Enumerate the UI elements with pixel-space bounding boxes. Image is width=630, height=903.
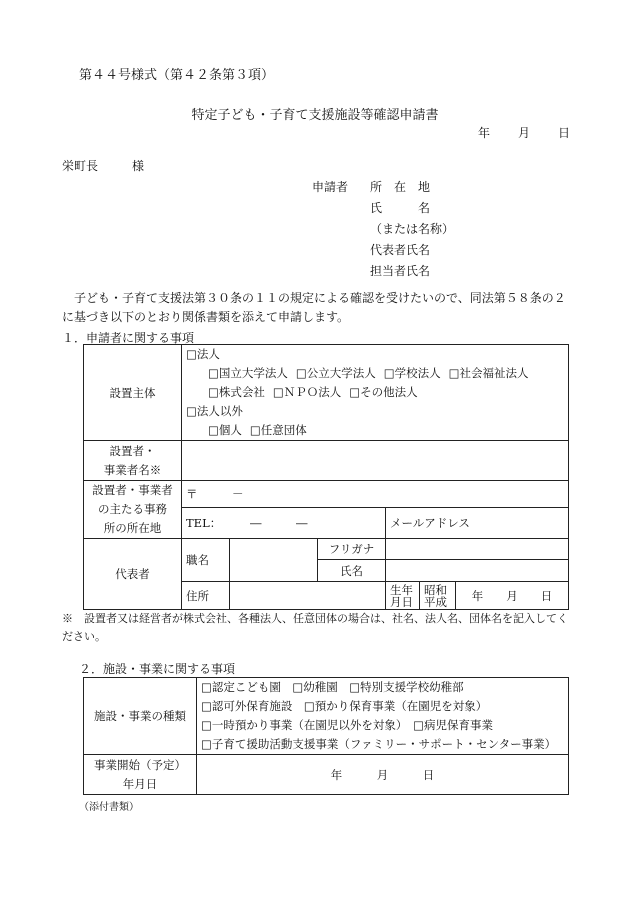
birth-date-field[interactable]: 年 月 日 [456, 582, 569, 610]
corp-type-npo[interactable]: □ＮＰＯ法人 [272, 385, 342, 399]
addressee-name: 栄町長 [62, 159, 99, 173]
section2-heading: ２．施設・事業に関する事項 [79, 662, 236, 676]
applicant-address-label: 所 在 地 [370, 180, 431, 194]
corp-type-national-univ[interactable]: □国立大学法人 [208, 366, 288, 380]
applicant-representative-label: 代表者氏名 [370, 243, 431, 257]
applicant-table [83, 344, 569, 610]
applicant-block [312, 177, 454, 282]
noncorp-type-voluntary[interactable]: □任意団体 [249, 423, 307, 437]
corp-type-social-welfare[interactable]: □社会福祉法人 [448, 366, 529, 380]
applicant-name-alt: （または名称） [370, 222, 455, 236]
address-field[interactable] [230, 582, 386, 610]
full-name-label: 氏名 [318, 560, 386, 582]
applicant-label: 申請者 [312, 180, 349, 194]
facility-type-label: 施設・事業の種類 [84, 678, 197, 755]
noncorp-type-individual[interactable]: □個人 [208, 423, 242, 437]
era-options[interactable]: 昭和 平成 [420, 582, 456, 610]
office-address-label: 設置者・事業者 の主たる事務 所の所在地 [84, 481, 182, 539]
intro-text: 子ども・子育て支援法第３０条の１１の規定による確認を受けたいので、同法第５８条の２に基づき以下のとおり関係書類を添えて申請します。 [62, 291, 566, 324]
founder-options [182, 345, 569, 441]
business-name-label: 設置者・ 事業者名※ [84, 441, 182, 481]
facility-type-row-1[interactable]: □認定こども園 □幼稚園 □特別支援学校幼稚部 [201, 680, 464, 694]
facility-type-options[interactable] [197, 678, 569, 755]
business-name-field[interactable] [182, 441, 569, 481]
addressee-honorific: 様 [132, 159, 145, 173]
section1-heading: １．申請者に関する事項 [62, 331, 195, 345]
start-date-field[interactable]: 年 月 日 [197, 755, 569, 795]
note-text: ※ 設置者又は経営者が株式会社、各種法人、任意団体の場合は、社名、法人名、団体名を記入してください。 [62, 612, 568, 643]
form-number: 第４４号様式（第４２条第３項） [79, 68, 275, 83]
date-day: 日 [558, 126, 571, 140]
address-label: 住所 [182, 582, 230, 610]
facility-table [83, 677, 569, 795]
application-date [478, 124, 570, 141]
birth-date-label: 生年 月日 [386, 582, 420, 610]
tel-field[interactable]: TEL： ― ― [182, 507, 386, 538]
date-month: 月 [518, 126, 531, 140]
facility-type-row-3[interactable]: □一時預かり事業（在園児以外を対象） □病児保育事業 [201, 718, 493, 732]
corp-type-other[interactable]: □その他法人 [349, 385, 418, 399]
noncorp-checkbox[interactable]: □法人以外 [186, 404, 243, 418]
applicant-name-label: 氏 名 [370, 201, 431, 215]
start-date-label: 事業開始（予定） 年月日 [84, 755, 197, 795]
email-field[interactable]: メールアドレス [386, 507, 569, 538]
furigana-label: フリガナ [318, 539, 386, 560]
corp-checkbox[interactable]: □法人 [186, 347, 220, 361]
facility-type-row-4[interactable]: □子育て援助活動支援事業（ファミリー・サポート・センター事業） [201, 737, 557, 751]
job-title-field[interactable] [230, 539, 318, 582]
furigana-field[interactable] [386, 539, 569, 560]
corp-type-public-univ[interactable]: □公立大学法人 [295, 366, 376, 380]
facility-type-row-2[interactable]: □認可外保育施設 □預かり保育事業（在園児を対象） [201, 699, 488, 713]
date-year: 年 [478, 126, 491, 140]
applicant-contact-label: 担当者氏名 [370, 264, 431, 278]
corp-type-stock-company[interactable]: □株式会社 [208, 385, 265, 399]
corp-type-school[interactable]: □学校法人 [383, 366, 441, 380]
founder-label: 設置主体 [84, 345, 182, 441]
attachments-label: （添付書類） [79, 802, 139, 813]
page-title: 特定子ども・子育て支援施設等確認申請書 [191, 108, 439, 123]
postal-code-field[interactable]: 〒 － [182, 481, 569, 508]
representative-label: 代表者 [84, 539, 182, 610]
full-name-field[interactable] [386, 560, 569, 582]
job-title-label: 職名 [182, 539, 230, 582]
addressee [62, 157, 144, 174]
